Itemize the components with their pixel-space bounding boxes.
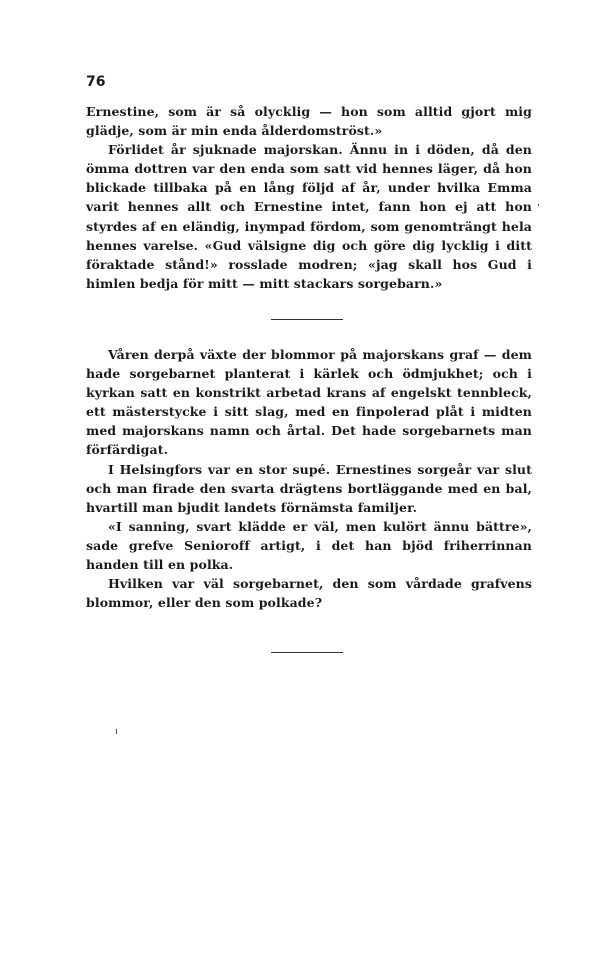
paragraph: Hvilken var väl sorgebarnet, den som vårdade grafvens blommor, eller den som polkade? [86,576,532,611]
paragraph: Förlidet år sjuknade majorskan. Ännu in i döden, då den ömma dottren var den enda som satt vid hennes läger, då hon blickade tillbaka på en lång följd af år, under hvilka Emma varit hennes allt och Ernestine intet, fann hon ej att hon styrdes af en eländig, inympad fördom, som genomträngt hela hennes varelse. «Gud välsigne dig och göre dig lycklig i ditt föraktade stånd!» rosslade modren; «jag skall hos Gud i himlen bedja för mitt — mitt stackars sorgebarn.» [86,142,532,291]
paragraph-continuation: Ernestine, som är så olycklig — hon som alltid gjort mig glädje, som är min enda ålderdomströst.» [86,104,532,139]
print-speck [538,204,539,206]
paragraph: I Helsingfors var en stor supé. Ernestines sorgeår var slut och man firade den svarta drägtens bortläggande med en bal, hvartill man bjudit landets förnämsta familjer. [86,461,532,515]
end-divider [271,652,343,653]
section-divider [271,319,343,320]
text-section-2 [86,345,532,612]
paragraph: «I sanning, svart klädde er väl, men kulört ännu bättre», sade grefve Senioroff artigt, i det han bjöd friherrinnan handen till en polka. [86,518,532,573]
text-section-1 [86,102,532,293]
print-speck [116,729,117,734]
paragraph: Våren derpå växte der blommor på majorskans graf — dem hade sorgebarnet planterat i kärlek och ödmjukhet; och i kyrkan satt en konstrikt arbetad krans af engelskt tennbleck, ett mästerstycke i sitt slag, med en finpolerad plåt i midten med majorskans namn och årtal. Det hade sorgebarnets man förfärdigat. [86,347,532,458]
page-number: 76 [86,74,106,90]
